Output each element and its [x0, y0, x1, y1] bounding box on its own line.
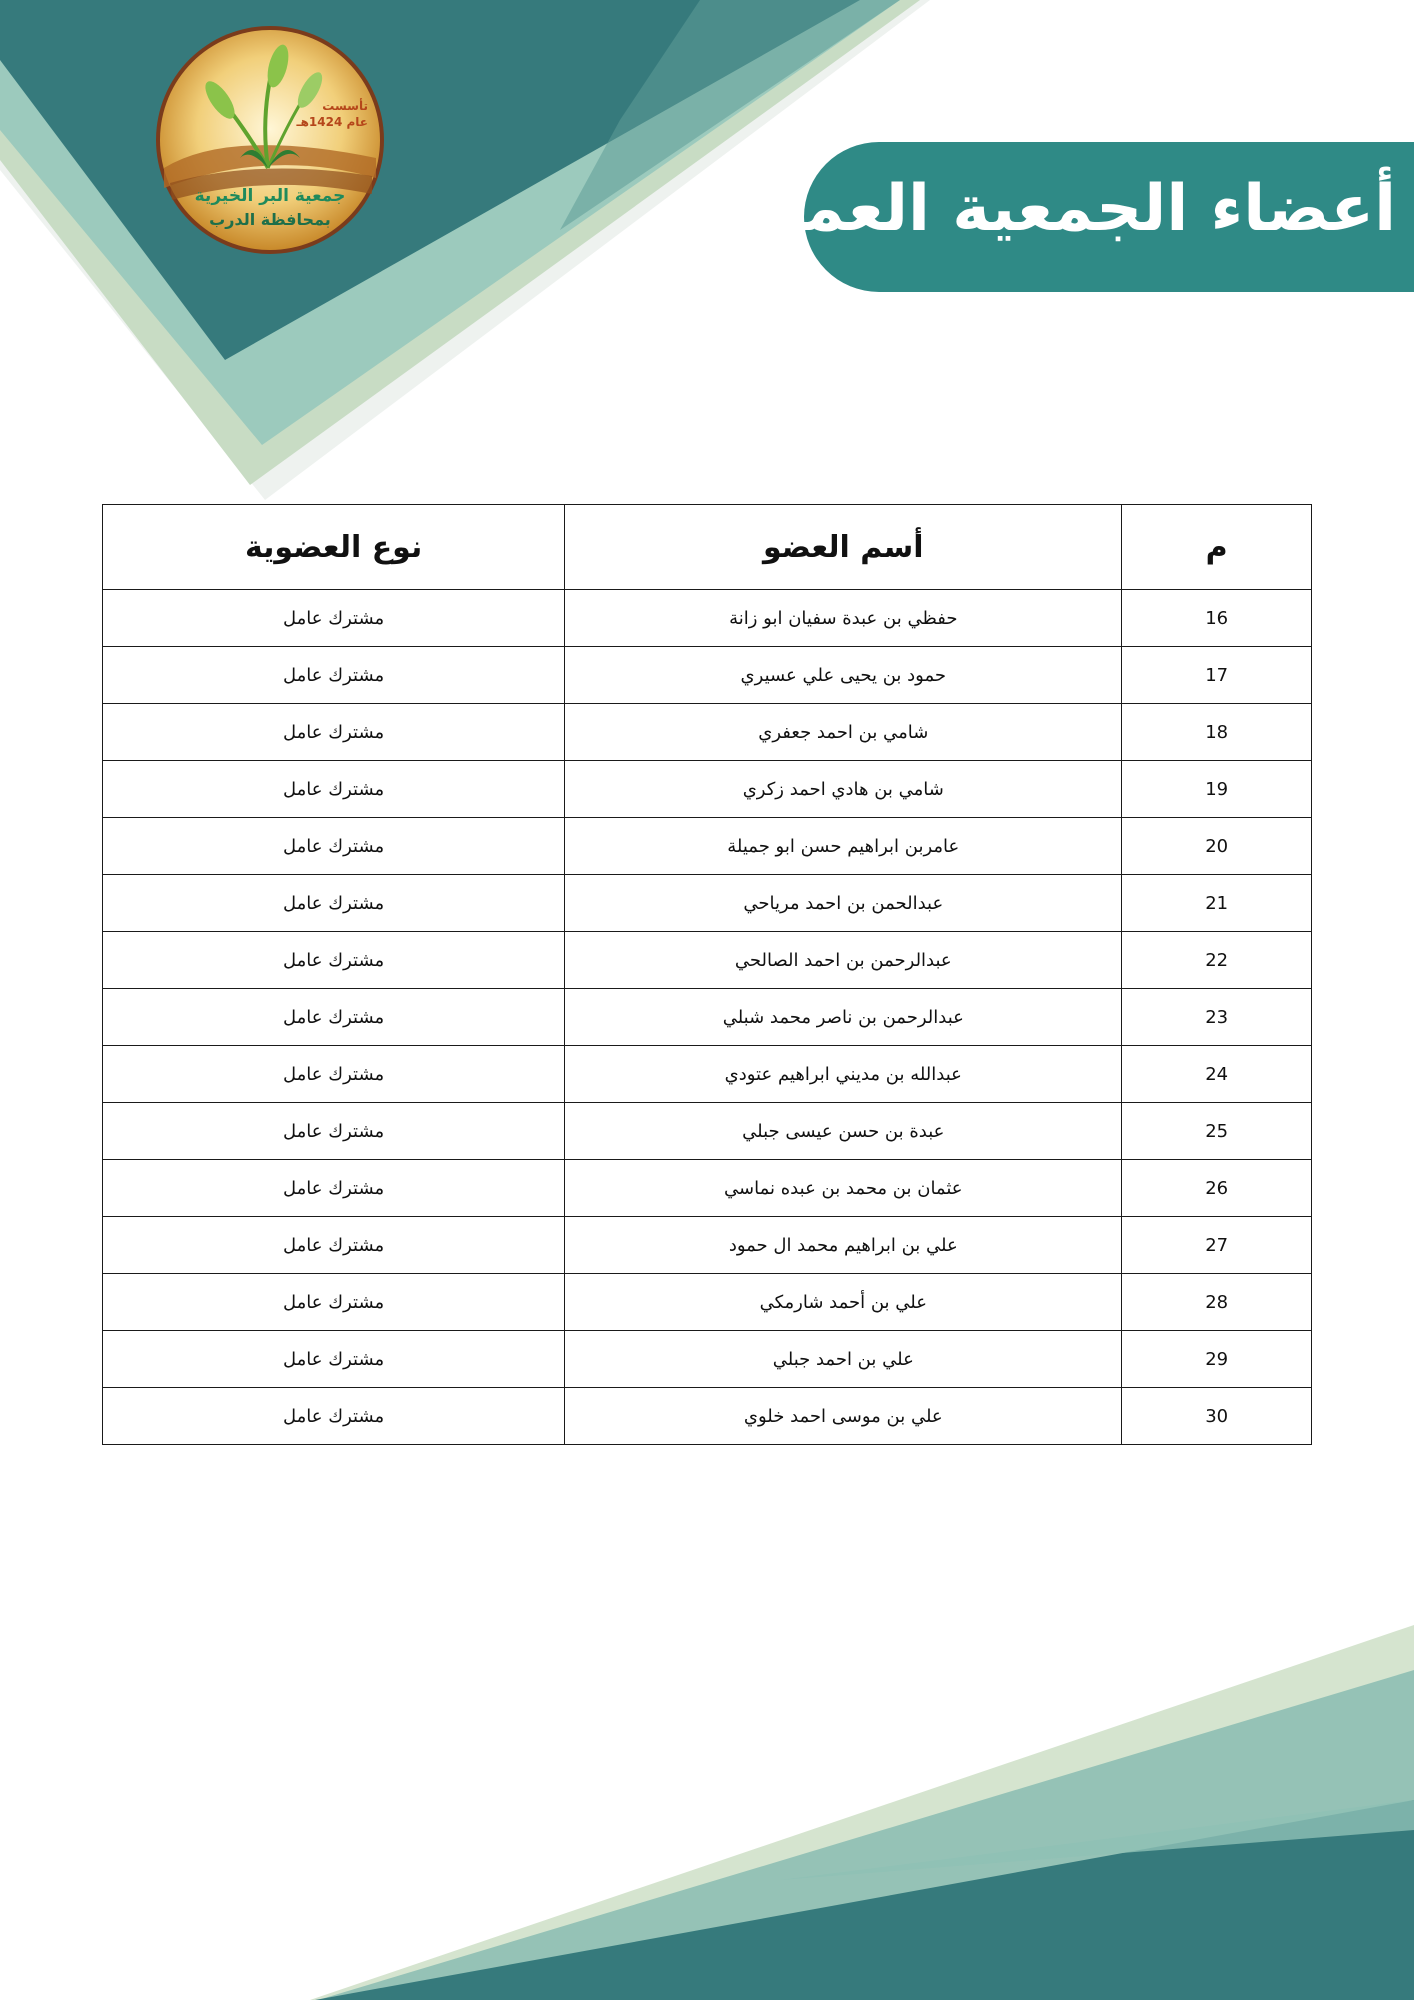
cell-membership-type: مشترك عامل: [103, 1103, 565, 1160]
cell-member-name: عامربن ابراهيم حسن ابو جميلة: [565, 818, 1122, 875]
cell-membership-type: مشترك عامل: [103, 1217, 565, 1274]
table-row: [103, 1331, 1312, 1388]
table-row: [103, 704, 1312, 761]
table-row: [103, 761, 1312, 818]
cell-membership-type: مشترك عامل: [103, 590, 565, 647]
cell-number: 28: [1122, 1274, 1312, 1331]
header-number: م: [1122, 505, 1312, 590]
table-row: [103, 818, 1312, 875]
logo-founded-label: تأسست: [322, 99, 368, 113]
table-row: [103, 1046, 1312, 1103]
logo-founded-year: عام 1424هـ: [296, 115, 368, 129]
cell-membership-type: مشترك عامل: [103, 1160, 565, 1217]
cell-membership-type: مشترك عامل: [103, 989, 565, 1046]
cell-membership-type: مشترك عامل: [103, 761, 565, 818]
cell-number: 17: [1122, 647, 1312, 704]
table-row: [103, 932, 1312, 989]
table-row: [103, 647, 1312, 704]
page-title: أعضاء الجمعية العمومية: [660, 172, 1396, 246]
table-row: [103, 1274, 1312, 1331]
table-row: [103, 875, 1312, 932]
cell-member-name: علي بن أحمد شارمكي: [565, 1274, 1122, 1331]
table-row: [103, 1160, 1312, 1217]
cell-member-name: علي بن احمد جبلي: [565, 1331, 1122, 1388]
header-member-name: أسم العضو: [565, 505, 1122, 590]
cell-membership-type: مشترك عامل: [103, 1046, 565, 1103]
cell-membership-type: مشترك عامل: [103, 875, 565, 932]
table-row: [103, 590, 1312, 647]
cell-number: 18: [1122, 704, 1312, 761]
logo-organization-city: بمحافظة الدرب: [209, 210, 331, 229]
cell-member-name: عبدالحمن بن احمد مرياحي: [565, 875, 1122, 932]
cell-membership-type: مشترك عامل: [103, 1388, 565, 1445]
cell-number: 16: [1122, 590, 1312, 647]
cell-member-name: علي بن موسى احمد خلوي: [565, 1388, 1122, 1445]
cell-number: 23: [1122, 989, 1312, 1046]
cell-member-name: عبدة بن حسن عيسى جبلي: [565, 1103, 1122, 1160]
cell-number: 24: [1122, 1046, 1312, 1103]
cell-number: 29: [1122, 1331, 1312, 1388]
cell-member-name: حمود بن يحيى علي عسيري: [565, 647, 1122, 704]
cell-number: 19: [1122, 761, 1312, 818]
cell-number: 26: [1122, 1160, 1312, 1217]
cell-member-name: شامي بن هادي احمد زكري: [565, 761, 1122, 818]
table-header-row: [103, 505, 1312, 590]
members-table: [102, 504, 1312, 1445]
cell-member-name: حفظي بن عبدة سفيان ابو زانة: [565, 590, 1122, 647]
organization-logo: [150, 18, 390, 258]
cell-membership-type: مشترك عامل: [103, 818, 565, 875]
cell-number: 20: [1122, 818, 1312, 875]
cell-member-name: علي بن ابراهيم محمد ال حمود: [565, 1217, 1122, 1274]
cell-membership-type: مشترك عامل: [103, 647, 565, 704]
logo-founded: [278, 98, 368, 130]
table-row: [103, 1217, 1312, 1274]
cell-membership-type: مشترك عامل: [103, 704, 565, 761]
cell-membership-type: مشترك عامل: [103, 1331, 565, 1388]
cell-member-name: عبدالرحمن بن ناصر محمد شبلي: [565, 989, 1122, 1046]
title-banner: [660, 142, 1414, 292]
cell-member-name: عبدالرحمن بن احمد الصالحي: [565, 932, 1122, 989]
cell-member-name: شامي بن احمد جعفري: [565, 704, 1122, 761]
cell-number: 27: [1122, 1217, 1312, 1274]
cell-member-name: عبدالله بن مديني ابراهيم عتودي: [565, 1046, 1122, 1103]
header-membership-type: نوع العضوية: [103, 505, 565, 590]
cell-number: 21: [1122, 875, 1312, 932]
cell-number: 30: [1122, 1388, 1312, 1445]
cell-member-name: عثمان بن محمد بن عبده نماسي: [565, 1160, 1122, 1217]
table-row: [103, 989, 1312, 1046]
cell-number: 25: [1122, 1103, 1312, 1160]
cell-number: 22: [1122, 932, 1312, 989]
cell-membership-type: مشترك عامل: [103, 932, 565, 989]
table-row: [103, 1103, 1312, 1160]
table-row: [103, 1388, 1312, 1445]
cell-membership-type: مشترك عامل: [103, 1274, 565, 1331]
logo-organization-name: جمعية البر الخيرية: [194, 186, 346, 206]
